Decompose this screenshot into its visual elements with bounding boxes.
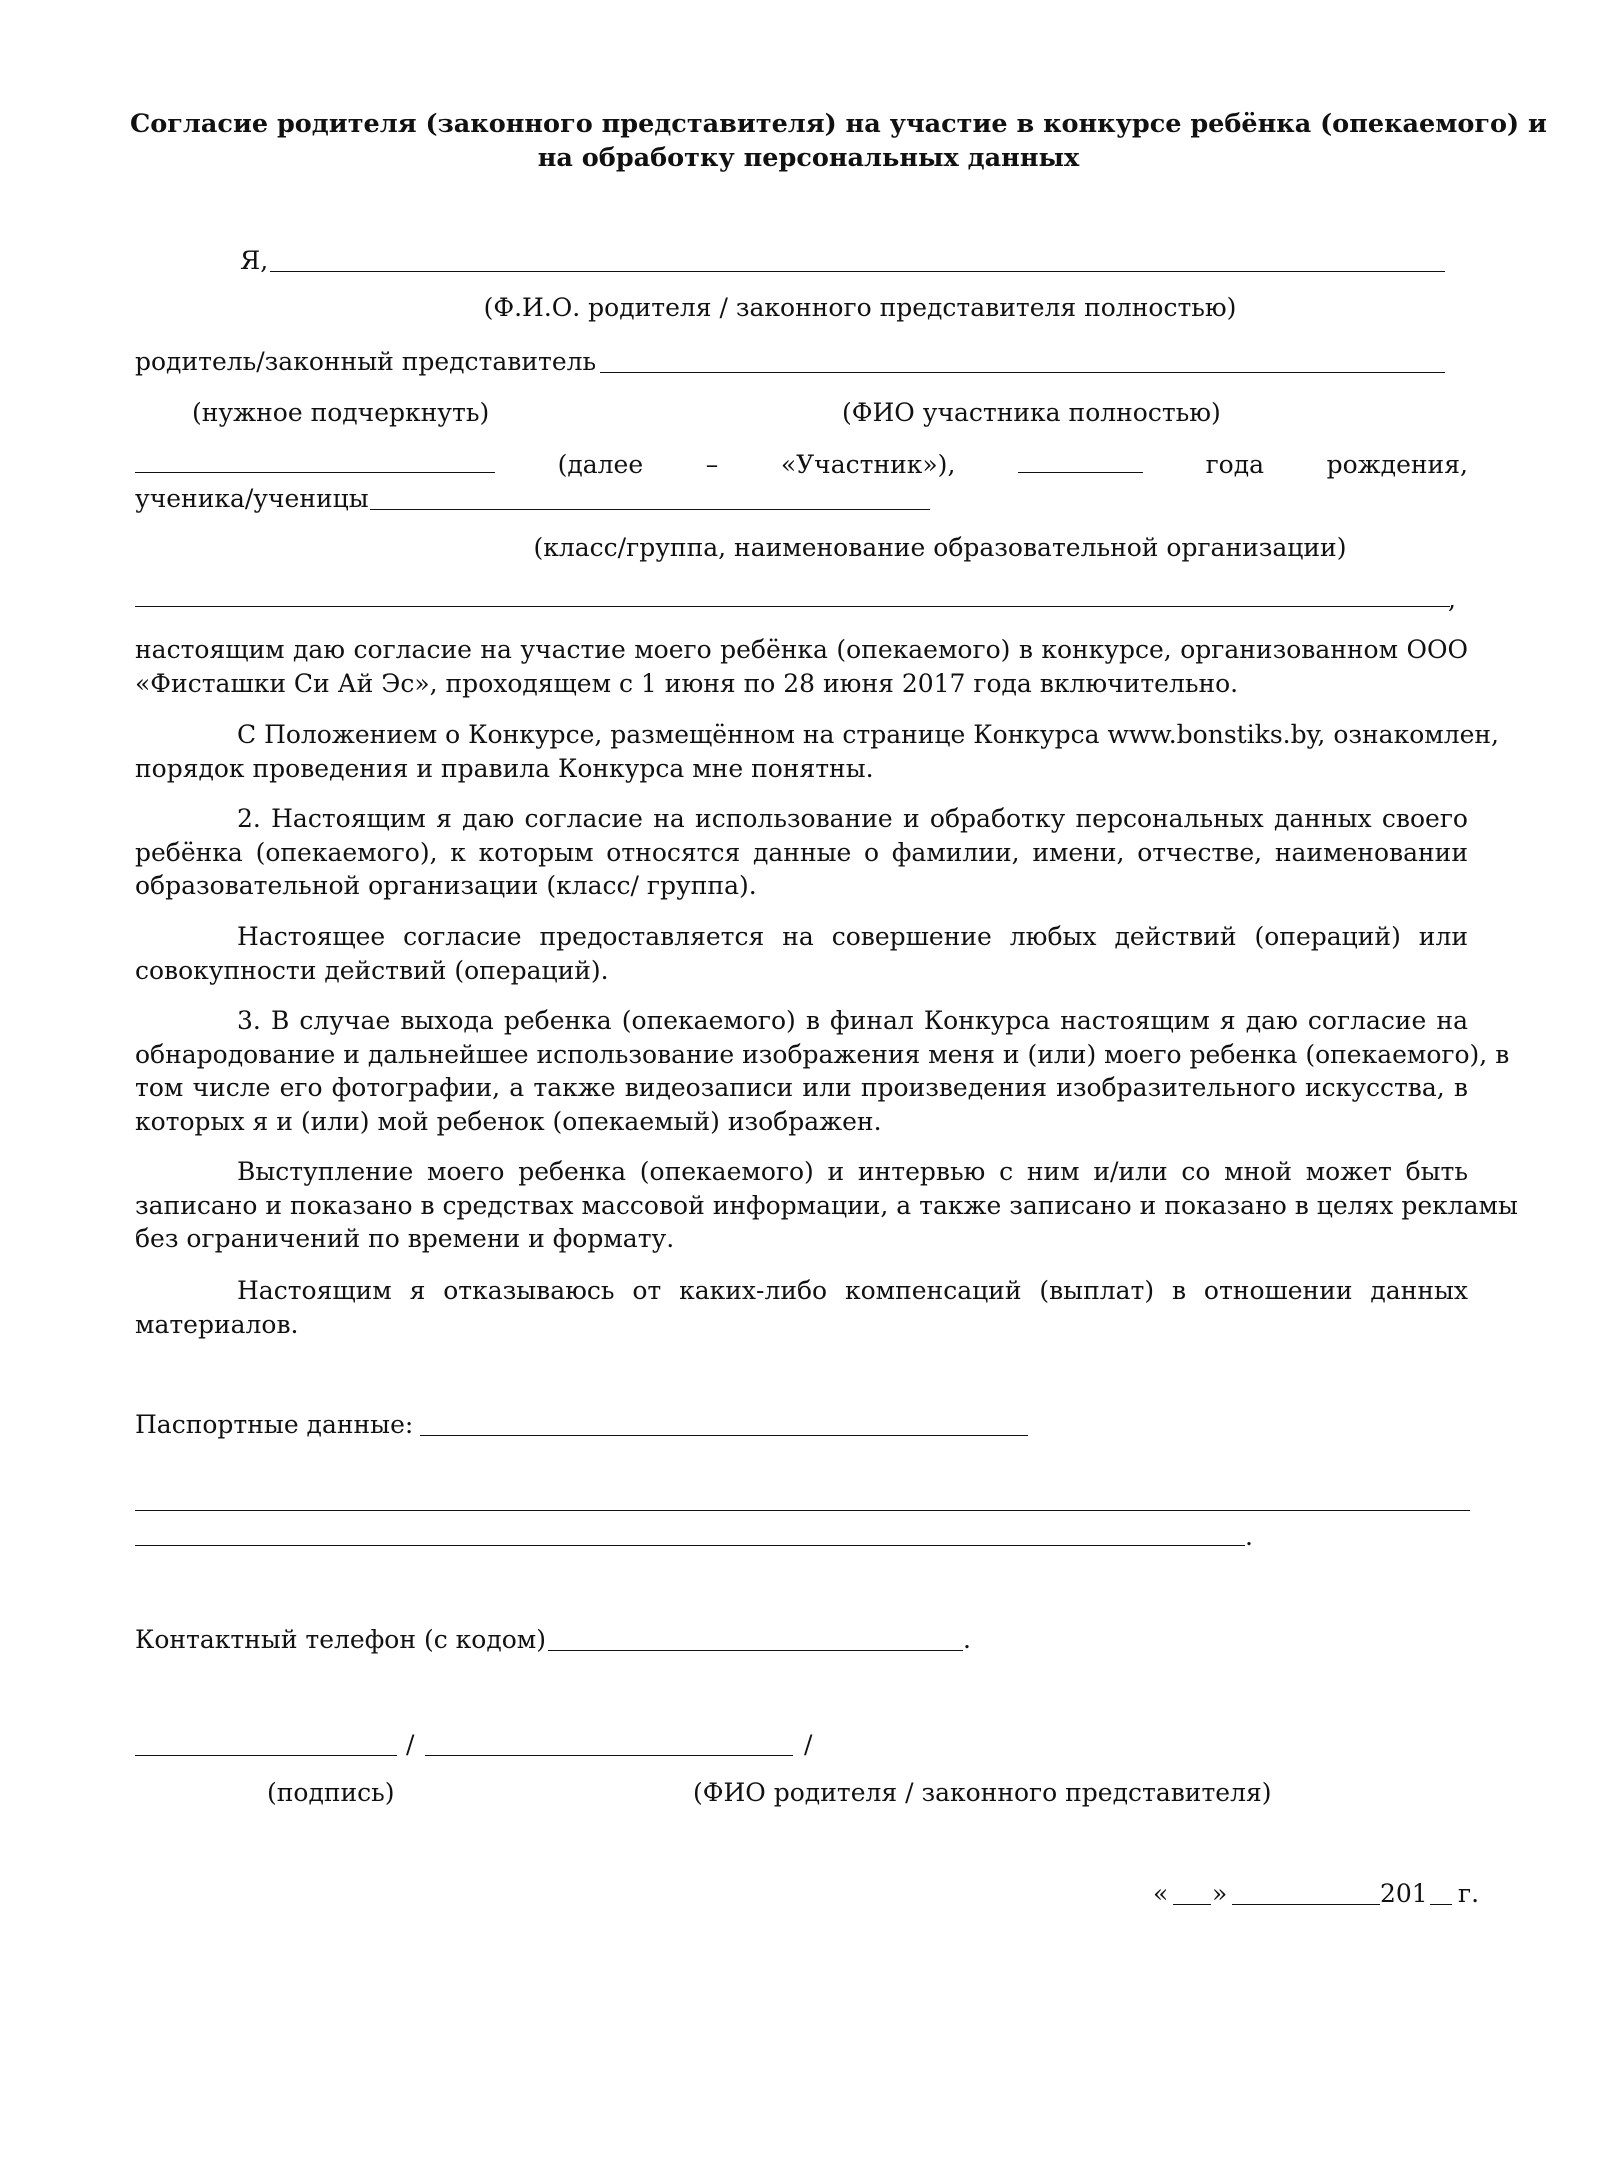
- para1-line1: настоящим даю согласие на участие моего ребёнка (опекаемого) в конкурсе, организованном ООО: [135, 635, 1468, 664]
- document-title: [130, 107, 1547, 175]
- uchenika-label: ученика/ученицы: [135, 484, 369, 513]
- para4-line1: Настоящее согласие предоставляется на совершение любых действий (операций) или: [237, 922, 1468, 951]
- birth-year-line[interactable]: [1018, 472, 1143, 473]
- caption-underline: (нужное подчеркнуть): [192, 398, 490, 427]
- class-line[interactable]: [370, 509, 930, 510]
- para6-line2: записано и показано в средствах массовой информации, а также записано и показано в целях рекламы: [135, 1190, 1518, 1220]
- caption-parent-fio: (Ф.И.О. родителя / законного представителя полностью): [483, 293, 1237, 322]
- date-day-line[interactable]: [1173, 1904, 1211, 1905]
- consent-paragraph-2: [135, 718, 1499, 785]
- caption-class-org: (класс/группа, наименование образовательной организации): [533, 533, 1347, 562]
- participant-birth-row: [135, 448, 1468, 481]
- dash-text: –: [705, 450, 719, 479]
- date-year-prefix: 201: [1380, 1879, 1428, 1908]
- date-month-line[interactable]: [1232, 1904, 1380, 1905]
- signature-slash-1: /: [406, 1730, 415, 1759]
- title-line-2: на обработку персональных данных: [537, 143, 1080, 173]
- passport-line-3[interactable]: [135, 1545, 1245, 1546]
- caption-parent-name: (ФИО родителя / законного представителя): [693, 1778, 1272, 1807]
- caption-signature: (подпись): [267, 1778, 395, 1807]
- para2-line1: С Положением о Конкурсе, размещённом на странице Конкурса www.bonstiks.by, ознакомлен,: [237, 720, 1499, 749]
- para1-line2: «Фисташки Си Ай Эс», проходящем с 1 июня по 28 июня 2017 года включительно.: [135, 668, 1239, 698]
- caption-participant-fio: (ФИО участника полностью): [842, 398, 1221, 427]
- date-year-suffix: г.: [1458, 1879, 1480, 1908]
- rozhdeniya-text: рождения,: [1326, 450, 1468, 479]
- para3-line3: образовательной организации (класс/ группа).: [135, 871, 757, 900]
- participant-name-line[interactable]: [135, 472, 495, 473]
- para5-line2: обнародование и дальнейшее использование изображения меня и (или) моего ребенка (опекаемого), в: [135, 1039, 1510, 1069]
- signature-line[interactable]: [135, 1755, 397, 1756]
- organization-line-comma: ,: [1448, 585, 1456, 614]
- para6-line3: без ограничений по времени и формату.: [135, 1224, 675, 1253]
- passport-line-2[interactable]: [135, 1510, 1470, 1511]
- organization-line[interactable]: [135, 606, 1450, 607]
- date-year-line[interactable]: [1430, 1904, 1452, 1905]
- consent-paragraph-1: [135, 633, 1468, 700]
- goda-text: года: [1205, 450, 1265, 479]
- signature-slash-2: /: [804, 1730, 813, 1759]
- para6-line1: Выступление моего ребенка (опекаемого) и интервью с ним и/или со мной может быть: [237, 1157, 1468, 1186]
- date-open-quote: «: [1153, 1879, 1169, 1908]
- consent-paragraph-4: [135, 920, 1468, 987]
- participant-fio-line[interactable]: [600, 372, 1445, 373]
- title-line-1: Согласие родителя (законного представителя) на участие в конкурсе ребёнка (опекаемого) и: [130, 109, 1547, 139]
- para5-line3: том числе его фотографии, а также видеозаписи или произведения изобразительного искусства, в: [135, 1073, 1468, 1102]
- passport-line-period: .: [1245, 1522, 1253, 1551]
- phone-line[interactable]: [548, 1650, 963, 1651]
- para5-line4: которых я и (или) мой ребенок (опекаемый) изображен.: [135, 1106, 882, 1136]
- parent-rep-label: родитель/законный представитель: [135, 347, 597, 376]
- para7-line1: Настоящим я отказываюсь от каких-либо компенсаций (выплат) в отношении данных: [237, 1276, 1468, 1305]
- consent-paragraph-7: [135, 1274, 1468, 1341]
- ya-label: Я,: [240, 246, 269, 275]
- consent-paragraph-3: [135, 802, 1468, 903]
- consent-paragraph-6: [135, 1155, 1518, 1256]
- para4-line2: совокупности действий (операций).: [135, 955, 609, 985]
- para7-line2: материалов.: [135, 1309, 299, 1339]
- phone-label: Контактный телефон (с кодом): [135, 1625, 546, 1654]
- para3-line2: ребёнка (опекаемого), к которым относятся данные о фамилии, имени, отчестве, наименовании: [135, 837, 1468, 867]
- uchastnik-text: «Участник»),: [780, 450, 956, 479]
- para3-line1: 2. Настоящим я даю согласие на использование и обработку персональных данных своего: [237, 804, 1468, 833]
- date-close-quote: »: [1212, 1879, 1228, 1908]
- dalee-text: (далее: [557, 450, 644, 479]
- signature-name-line[interactable]: [425, 1755, 793, 1756]
- parent-fio-line[interactable]: [270, 271, 1445, 272]
- passport-label: Паспортные данные:: [135, 1410, 414, 1439]
- passport-line[interactable]: [420, 1435, 1028, 1436]
- para2-line2: порядок проведения и правила Конкурса мне понятны.: [135, 753, 874, 783]
- consent-paragraph-5: [135, 1004, 1510, 1138]
- para5-line1: 3. В случае выхода ребенка (опекаемого) в финал Конкурса настоящим я даю согласие на: [237, 1006, 1468, 1035]
- phone-line-period: .: [963, 1625, 971, 1654]
